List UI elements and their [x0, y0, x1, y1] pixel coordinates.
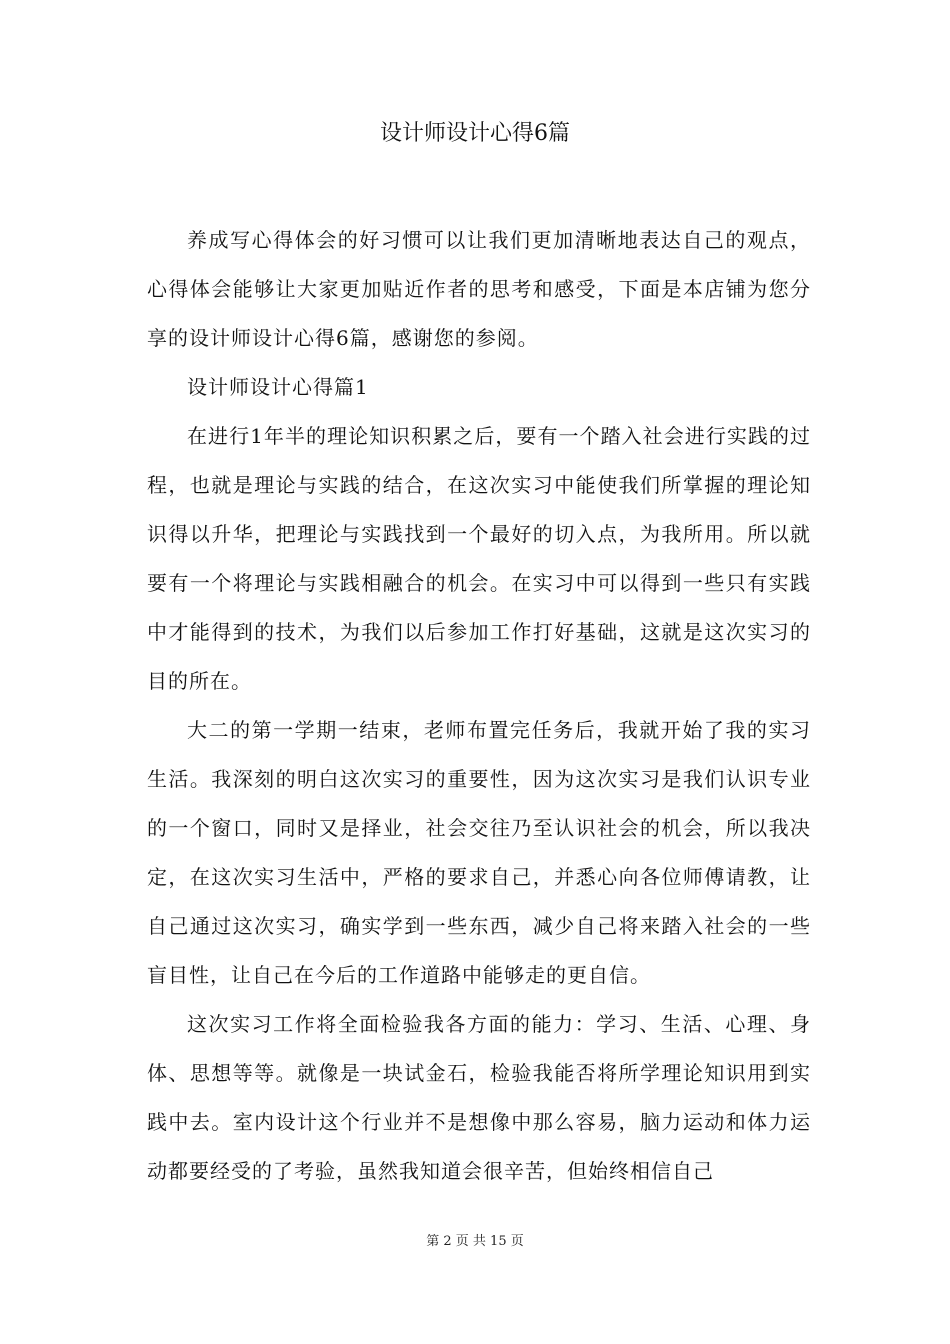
body-paragraph: 在进行1年半的理论知识积累之后，要有一个踏入社会进行实践的过程，也就是理论与实践的结合，在这次实习中能使我们所掌握的理论知识得以升华，把理论与实践找到一个最好的切入点，为我所用。所以就要有一个将理论与实践相融合的机会。在实习中可以得到一些只有实践中才能得到的技术，为我们以后参加工作打好基础，这就是这次实习的目的所在。: [147, 424, 811, 693]
body-paragraph: 这次实习工作将全面检验我各方面的能力：学习、生活、心理、身体、思想等等。就像是一块试金石，检验我能否将所学理论知识用到实践中去。室内设计这个行业并不是想像中那么容易，脑力运动和体力运动都要经受的了考验，虽然我知道会很辛苦，但始终相信自己: [147, 1012, 811, 1183]
document-title: 设计师设计心得6篇: [380, 121, 570, 146]
section-heading: 设计师设计心得篇1: [187, 375, 369, 399]
page-footer: 第 2 页 共 15 页: [426, 1234, 524, 1249]
document-body: [147, 216, 811, 1196]
body-paragraph: 大二的第一学期一结束，老师布置完任务后，我就开始了我的实习生活。我深刻的明白这次实习的重要性，因为这次实习是我们认识专业的一个窗口，同时又是择业，社会交往乃至认识社会的机会，所以我决定，在这次实习生活中，严格的要求自己，并悉心向各位师傅请教，让自己通过这次实习，确实学到一些东西，减少自己将来踏入社会的一些盲目性，让自己在今后的工作道路中能够走的更自信。: [147, 718, 811, 987]
intro-paragraph: 养成写心得体会的好习惯可以让我们更加清晰地表达自己的观点，心得体会能够让大家更加贴近作者的思考和感受，下面是本店铺为您分享的设计师设计心得6篇，感谢您的参阅。: [147, 228, 811, 350]
